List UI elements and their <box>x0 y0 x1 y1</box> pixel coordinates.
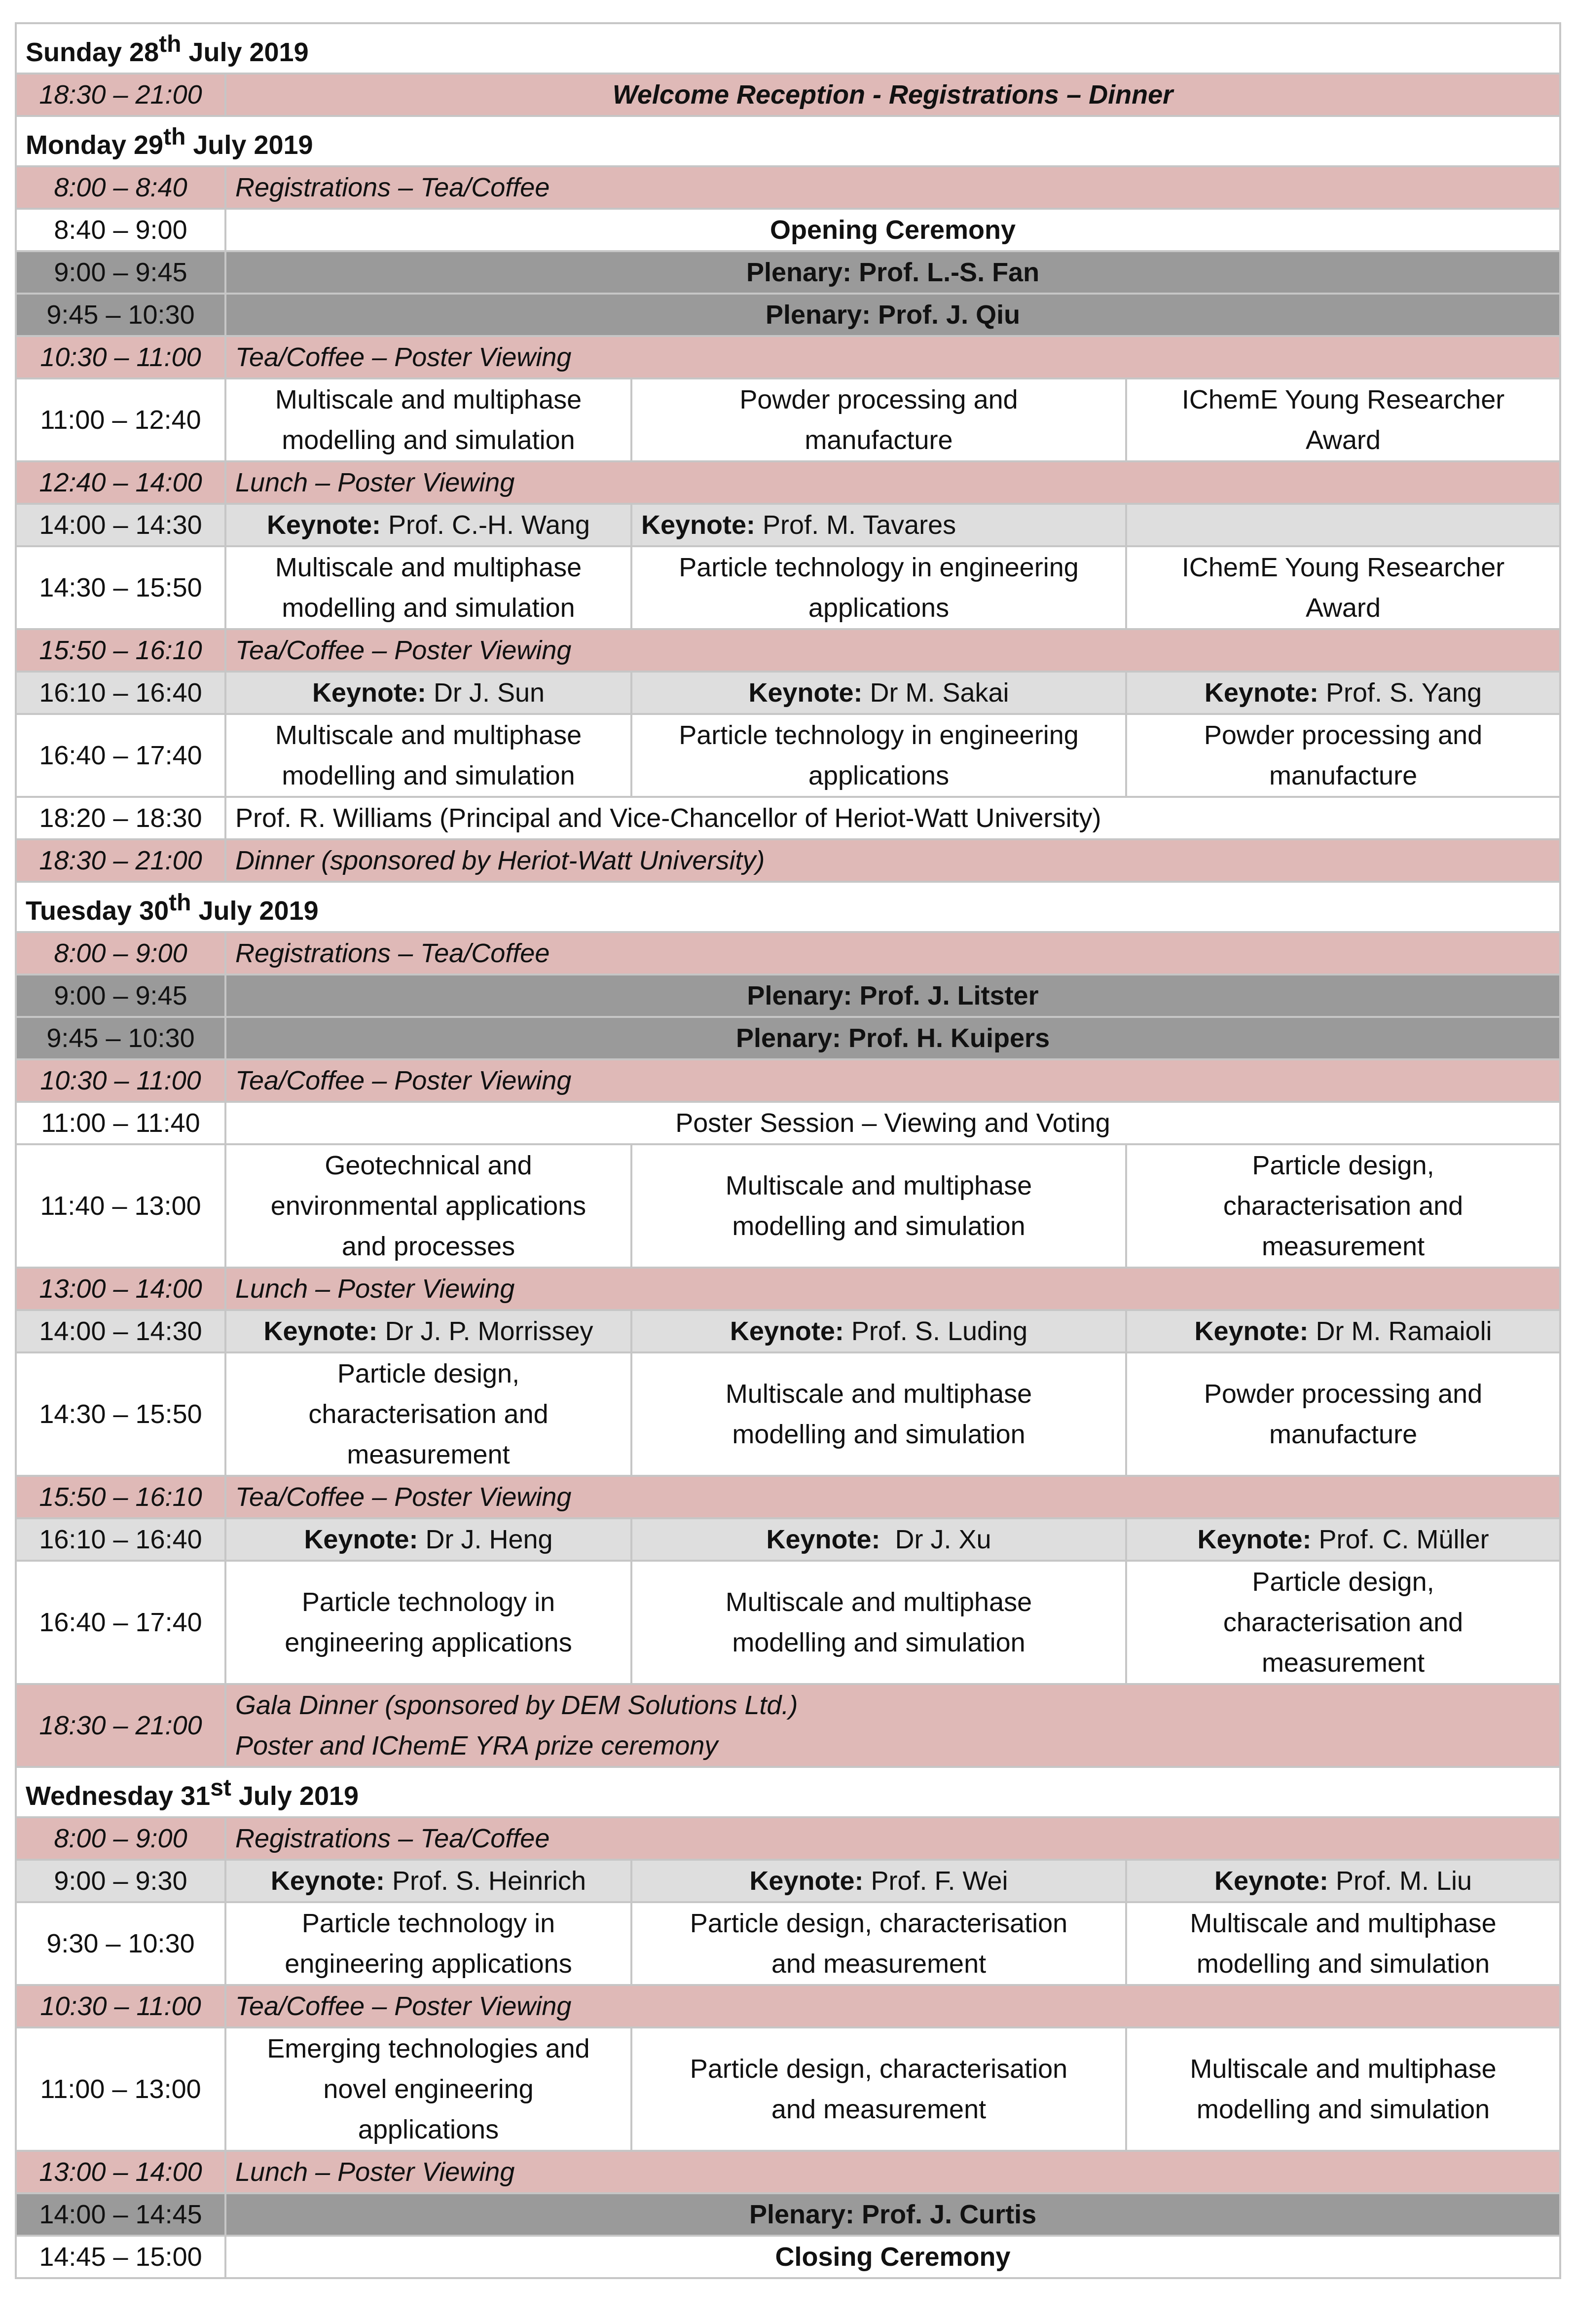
time-slot: 11:00 – 13:00 <box>16 2027 225 2151</box>
parallel-session-cell <box>631 1518 1126 1561</box>
session-title <box>225 1684 1560 1767</box>
session-row <box>16 1268 1560 1310</box>
day-ordinal-suffix: th <box>169 890 191 916</box>
session-row <box>16 1684 1560 1767</box>
session-title <box>225 1102 1560 1144</box>
keynote-label: Keynote: <box>766 1525 880 1554</box>
cell-line: applications <box>358 2115 499 2144</box>
keynote-label: Keynote: <box>1197 1525 1312 1554</box>
time-slot: 8:40 – 9:00 <box>16 209 225 251</box>
keynote-label: Keynote: <box>748 678 863 708</box>
schedule-table <box>15 22 1561 2279</box>
time-slot: 9:00 – 9:45 <box>16 975 225 1017</box>
session-row <box>16 166 1560 209</box>
speaker-name: Prof. M. Liu <box>1328 1866 1472 1896</box>
cell-line: Multiscale and multiphase <box>275 385 582 414</box>
parallel-session-cell <box>1126 504 1560 546</box>
speaker-name: Dr M. Sakai <box>862 678 1009 708</box>
speaker-name: Prof. M. Tavares <box>755 510 956 540</box>
session-title <box>225 336 1560 378</box>
cell-line: Tea/Coffee – Poster Viewing <box>235 1991 572 2021</box>
schedule-page <box>15 22 1559 2279</box>
cell-line: Multiscale and multiphase <box>1190 2054 1497 2084</box>
time-slot: 18:30 – 21:00 <box>16 74 225 116</box>
session-row <box>16 209 1560 251</box>
speaker-name: Prof. S. Luding <box>843 1316 1028 1346</box>
parallel-session-cell <box>631 546 1126 629</box>
session-row <box>16 1059 1560 1102</box>
parallel-session-cell <box>631 714 1126 797</box>
parallel-session-cell <box>631 504 1126 546</box>
parallel-session-cell <box>225 1902 631 1985</box>
day-month-year: July 2019 <box>181 37 309 67</box>
time-slot: 11:00 – 11:40 <box>16 1102 225 1144</box>
cell-line: Dinner (sponsored by Heriot-Watt University) <box>235 846 765 875</box>
cell-line: Powder processing and <box>1204 720 1483 750</box>
session-row <box>16 932 1560 975</box>
time-slot: 18:30 – 21:00 <box>16 839 225 882</box>
session-row <box>16 294 1560 336</box>
cell-line: Particle design, <box>1252 1151 1434 1180</box>
day-heading <box>16 116 1560 166</box>
cell-line: Poster Session – Viewing and Voting <box>675 1108 1110 1138</box>
cell-line: applications <box>808 761 950 790</box>
day-ordinal-suffix: th <box>159 31 182 57</box>
cell-line: modelling and simulation <box>732 1420 1025 1449</box>
session-row <box>16 1860 1560 1902</box>
day-name: Wednesday 31 <box>26 1781 211 1811</box>
cell-line: Powder processing and <box>739 385 1018 414</box>
parallel-session-cell <box>225 546 631 629</box>
keynote-label: Keynote: <box>1194 1316 1309 1346</box>
session-title <box>225 294 1560 336</box>
parallel-session-cell <box>1126 378 1560 461</box>
session-row <box>16 2151 1560 2193</box>
time-slot: 9:45 – 10:30 <box>16 1017 225 1059</box>
cell-line: Tea/Coffee – Poster Viewing <box>235 636 572 665</box>
cell-line: Multiscale and multiphase <box>725 1171 1032 1200</box>
session-title <box>225 2151 1560 2193</box>
session-title <box>225 839 1560 882</box>
keynote-label: Keynote: <box>1204 678 1318 708</box>
session-row <box>16 74 1560 116</box>
cell-line: Multiscale and multiphase <box>725 1379 1032 1409</box>
day-month-year: July 2019 <box>231 1781 359 1811</box>
parallel-session-cell <box>1126 1352 1560 1476</box>
cell-line: and measurement <box>771 2095 987 2124</box>
cell-line: modelling and simulation <box>282 593 575 623</box>
keynote-label: Keynote: <box>304 1525 418 1554</box>
parallel-session-cell <box>225 714 631 797</box>
session-row <box>16 1817 1560 1860</box>
session-row <box>16 2236 1560 2278</box>
cell-line: modelling and simulation <box>282 425 575 455</box>
time-slot: 8:00 – 9:00 <box>16 932 225 975</box>
cell-line: Multiscale and multiphase <box>275 720 582 750</box>
cell-line: Geotechnical and <box>325 1151 532 1180</box>
speaker-name: Dr M. Ramaioli <box>1308 1316 1492 1346</box>
speaker-name: Dr J. Xu <box>880 1525 991 1554</box>
time-slot: 18:30 – 21:00 <box>16 1684 225 1767</box>
time-slot: 10:30 – 11:00 <box>16 1059 225 1102</box>
session-row <box>16 1561 1560 1684</box>
cell-line: Prof. R. Williams (Principal and Vice-Chancellor of Heriot-Watt University) <box>235 803 1101 833</box>
cell-line: modelling and simulation <box>1196 1949 1490 1979</box>
session-row <box>16 672 1560 714</box>
cell-line: Particle design, <box>337 1359 520 1388</box>
cell-line: Opening Ceremony <box>769 215 1016 245</box>
session-row <box>16 546 1560 629</box>
speaker-name: Dr J. P. Morrissey <box>377 1316 593 1346</box>
cell-line: Award <box>1305 593 1381 623</box>
speaker-name: Prof. C. Müller <box>1311 1525 1489 1554</box>
day-header-row <box>16 882 1560 932</box>
cell-line: Gala Dinner (sponsored by DEM Solutions Ltd.) <box>235 1690 798 1720</box>
session-row <box>16 504 1560 546</box>
session-row <box>16 714 1560 797</box>
keynote-label: Keynote: <box>641 510 756 540</box>
time-slot: 8:00 – 8:40 <box>16 166 225 209</box>
day-name: Monday 29 <box>26 130 164 160</box>
cell-line: Multiscale and multiphase <box>275 553 582 582</box>
time-slot: 9:30 – 10:30 <box>16 1902 225 1985</box>
parallel-session-cell <box>631 1860 1126 1902</box>
day-header-row <box>16 23 1560 74</box>
speaker-name: Dr J. Sun <box>426 678 545 708</box>
cell-line: Tea/Coffee – Poster Viewing <box>235 1482 572 1512</box>
session-row <box>16 1310 1560 1352</box>
cell-line: Tea/Coffee – Poster Viewing <box>235 342 572 372</box>
cell-line: Particle technology in <box>301 1909 555 1938</box>
parallel-session-cell <box>631 1310 1126 1352</box>
session-title <box>225 166 1560 209</box>
parallel-session-cell <box>1126 1902 1560 1985</box>
session-title <box>225 2236 1560 2278</box>
session-row <box>16 336 1560 378</box>
cell-line: Registrations – Tea/Coffee <box>235 1824 550 1853</box>
cell-line: and measurement <box>771 1949 987 1979</box>
time-slot: 14:00 – 14:45 <box>16 2193 225 2236</box>
speaker-name: Prof. S. Yang <box>1318 678 1482 708</box>
cell-line: modelling and simulation <box>1196 2095 1490 2124</box>
cell-line: IChemE Young Researcher <box>1181 553 1505 582</box>
time-slot: 14:00 – 14:30 <box>16 1310 225 1352</box>
speaker-name: Prof. S. Heinrich <box>384 1866 586 1896</box>
cell-line: Closing Ceremony <box>775 2242 1011 2272</box>
session-title <box>225 1817 1560 1860</box>
cell-line: modelling and simulation <box>732 1211 1025 1241</box>
time-slot: 11:40 – 13:00 <box>16 1144 225 1268</box>
session-title <box>225 251 1560 294</box>
time-slot: 12:40 – 14:00 <box>16 461 225 504</box>
parallel-session-cell <box>1126 546 1560 629</box>
cell-line: IChemE Young Researcher <box>1181 385 1505 414</box>
cell-line: Plenary: Prof. J. Litster <box>747 981 1039 1011</box>
time-slot: 9:00 – 9:30 <box>16 1860 225 1902</box>
session-row <box>16 1144 1560 1268</box>
session-title <box>225 1059 1560 1102</box>
cell-line: novel engineering <box>323 2074 534 2104</box>
session-title <box>225 1017 1560 1059</box>
parallel-session-cell <box>225 1352 631 1476</box>
parallel-session-cell <box>225 504 631 546</box>
parallel-session-cell <box>631 1144 1126 1268</box>
parallel-session-cell <box>225 1518 631 1561</box>
cell-line: modelling and simulation <box>732 1628 1025 1657</box>
parallel-session-cell <box>1126 1561 1560 1684</box>
time-slot: 15:50 – 16:10 <box>16 629 225 672</box>
parallel-session-cell <box>225 1561 631 1684</box>
day-ordinal-suffix: th <box>163 124 186 150</box>
time-slot: 14:30 – 15:50 <box>16 546 225 629</box>
cell-line: manufacture <box>805 425 953 455</box>
day-month-year: July 2019 <box>185 130 313 160</box>
session-row <box>16 378 1560 461</box>
cell-line: Registrations – Tea/Coffee <box>235 938 550 968</box>
cell-line: manufacture <box>1269 1420 1418 1449</box>
parallel-session-cell <box>1126 1860 1560 1902</box>
cell-line: Plenary: Prof. L.-S. Fan <box>746 258 1040 287</box>
cell-line: Particle technology in engineering <box>679 553 1079 582</box>
cell-line: Multiscale and multiphase <box>725 1587 1032 1617</box>
cell-line: measurement <box>1261 1648 1425 1678</box>
session-row <box>16 2193 1560 2236</box>
day-name: Sunday 28 <box>26 37 159 67</box>
time-slot: 18:20 – 18:30 <box>16 797 225 839</box>
cell-line: Registrations – Tea/Coffee <box>235 173 550 202</box>
session-title <box>225 975 1560 1017</box>
session-row <box>16 461 1560 504</box>
session-row <box>16 1017 1560 1059</box>
cell-line: Lunch – Poster Viewing <box>235 1274 515 1304</box>
parallel-session-cell <box>1126 714 1560 797</box>
session-row <box>16 1985 1560 2027</box>
cell-line: Particle design, <box>1252 1567 1434 1597</box>
cell-line: Plenary: Prof. J. Curtis <box>749 2200 1037 2229</box>
session-row <box>16 1102 1560 1144</box>
session-title <box>225 932 1560 975</box>
keynote-label: Keynote: <box>266 510 381 540</box>
session-title <box>225 1476 1560 1518</box>
cell-line: Powder processing and <box>1204 1379 1483 1409</box>
speaker-name: Prof. F. Wei <box>863 1866 1008 1896</box>
cell-line: and processes <box>341 1232 515 1261</box>
time-slot: 16:10 – 16:40 <box>16 1518 225 1561</box>
time-slot: 9:00 – 9:45 <box>16 251 225 294</box>
keynote-label: Keynote: <box>270 1866 385 1896</box>
parallel-session-cell <box>225 378 631 461</box>
parallel-session-cell <box>631 378 1126 461</box>
cell-line: Multiscale and multiphase <box>1190 1909 1497 1938</box>
session-row <box>16 1518 1560 1561</box>
day-name: Tuesday 30 <box>26 896 169 926</box>
cell-line: Plenary: Prof. H. Kuipers <box>735 1023 1050 1053</box>
time-slot: 16:40 – 17:40 <box>16 714 225 797</box>
cell-line: Plenary: Prof. J. Qiu <box>765 300 1021 330</box>
cell-line: Particle technology in <box>301 1587 555 1617</box>
parallel-session-cell <box>1126 1144 1560 1268</box>
time-slot: 10:30 – 11:00 <box>16 336 225 378</box>
cell-line: measurement <box>347 1440 510 1469</box>
session-row <box>16 839 1560 882</box>
parallel-session-cell <box>1126 1518 1560 1561</box>
time-slot: 8:00 – 9:00 <box>16 1817 225 1860</box>
session-row <box>16 1902 1560 1985</box>
time-slot: 16:40 – 17:40 <box>16 1561 225 1684</box>
session-title <box>225 2193 1560 2236</box>
parallel-session-cell <box>225 672 631 714</box>
cell-line: manufacture <box>1269 761 1418 790</box>
speaker-name: Dr J. Heng <box>418 1525 553 1554</box>
cell-line: modelling and simulation <box>282 761 575 790</box>
parallel-session-cell <box>1126 672 1560 714</box>
session-title <box>225 797 1560 839</box>
parallel-session-cell <box>631 1561 1126 1684</box>
time-slot: 14:45 – 15:00 <box>16 2236 225 2278</box>
cell-line: Emerging technologies and <box>267 2034 590 2063</box>
parallel-session-cell <box>631 1352 1126 1476</box>
cell-line: Lunch – Poster Viewing <box>235 468 515 497</box>
session-title <box>225 1268 1560 1310</box>
day-heading <box>16 23 1560 74</box>
keynote-label: Keynote: <box>1214 1866 1328 1896</box>
session-row <box>16 797 1560 839</box>
cell-line: engineering applications <box>285 1949 572 1979</box>
keynote-label: Keynote: <box>749 1866 864 1896</box>
parallel-session-cell <box>631 2027 1126 2151</box>
parallel-session-cell <box>225 1310 631 1352</box>
parallel-session-cell <box>225 2027 631 2151</box>
keynote-label: Keynote: <box>730 1316 844 1346</box>
cell-line: Particle technology in engineering <box>679 720 1079 750</box>
cell-line: characterisation and <box>1223 1191 1464 1221</box>
cell-line: engineering applications <box>285 1628 572 1657</box>
session-title <box>225 209 1560 251</box>
parallel-session-cell <box>1126 2027 1560 2151</box>
cell-line: environmental applications <box>270 1191 586 1221</box>
keynote-label: Keynote: <box>312 678 426 708</box>
cell-line: characterisation and <box>308 1399 549 1429</box>
time-slot: 14:00 – 14:30 <box>16 504 225 546</box>
keynote-label: Keynote: <box>263 1316 378 1346</box>
session-title <box>225 461 1560 504</box>
cell-line: Poster and IChemE YRA prize ceremony <box>235 1731 718 1761</box>
session-row <box>16 629 1560 672</box>
day-month-year: July 2019 <box>191 896 319 926</box>
session-row <box>16 2027 1560 2151</box>
time-slot: 15:50 – 16:10 <box>16 1476 225 1518</box>
day-header-row <box>16 116 1560 166</box>
time-slot: 13:00 – 14:00 <box>16 1268 225 1310</box>
session-title <box>225 1985 1560 2027</box>
session-title <box>225 629 1560 672</box>
session-row <box>16 975 1560 1017</box>
parallel-session-cell <box>225 1860 631 1902</box>
time-slot: 9:45 – 10:30 <box>16 294 225 336</box>
time-slot: 11:00 – 12:40 <box>16 378 225 461</box>
day-ordinal-suffix: st <box>210 1775 231 1801</box>
day-heading <box>16 1767 1560 1817</box>
time-slot: 14:30 – 15:50 <box>16 1352 225 1476</box>
session-row <box>16 1352 1560 1476</box>
day-header-row <box>16 1767 1560 1817</box>
parallel-session-cell <box>631 1902 1126 1985</box>
cell-line: measurement <box>1261 1232 1425 1261</box>
parallel-session-cell <box>1126 1310 1560 1352</box>
cell-line: Award <box>1305 425 1381 455</box>
day-heading <box>16 882 1560 932</box>
session-row <box>16 251 1560 294</box>
cell-line: Particle design, characterisation <box>690 1909 1068 1938</box>
parallel-session-cell <box>631 672 1126 714</box>
time-slot: 13:00 – 14:00 <box>16 2151 225 2193</box>
cell-line: applications <box>808 593 950 623</box>
time-slot: 10:30 – 11:00 <box>16 1985 225 2027</box>
cell-line: Particle design, characterisation <box>690 2054 1068 2084</box>
speaker-name: Prof. C.-H. Wang <box>380 510 590 540</box>
cell-line: Welcome Reception - Registrations – Dinner <box>612 80 1173 110</box>
parallel-session-cell <box>225 1144 631 1268</box>
cell-line: Lunch – Poster Viewing <box>235 2157 515 2187</box>
cell-line: characterisation and <box>1223 1608 1464 1637</box>
session-title <box>225 74 1560 116</box>
time-slot: 16:10 – 16:40 <box>16 672 225 714</box>
session-row <box>16 1476 1560 1518</box>
cell-line: Tea/Coffee – Poster Viewing <box>235 1066 572 1095</box>
